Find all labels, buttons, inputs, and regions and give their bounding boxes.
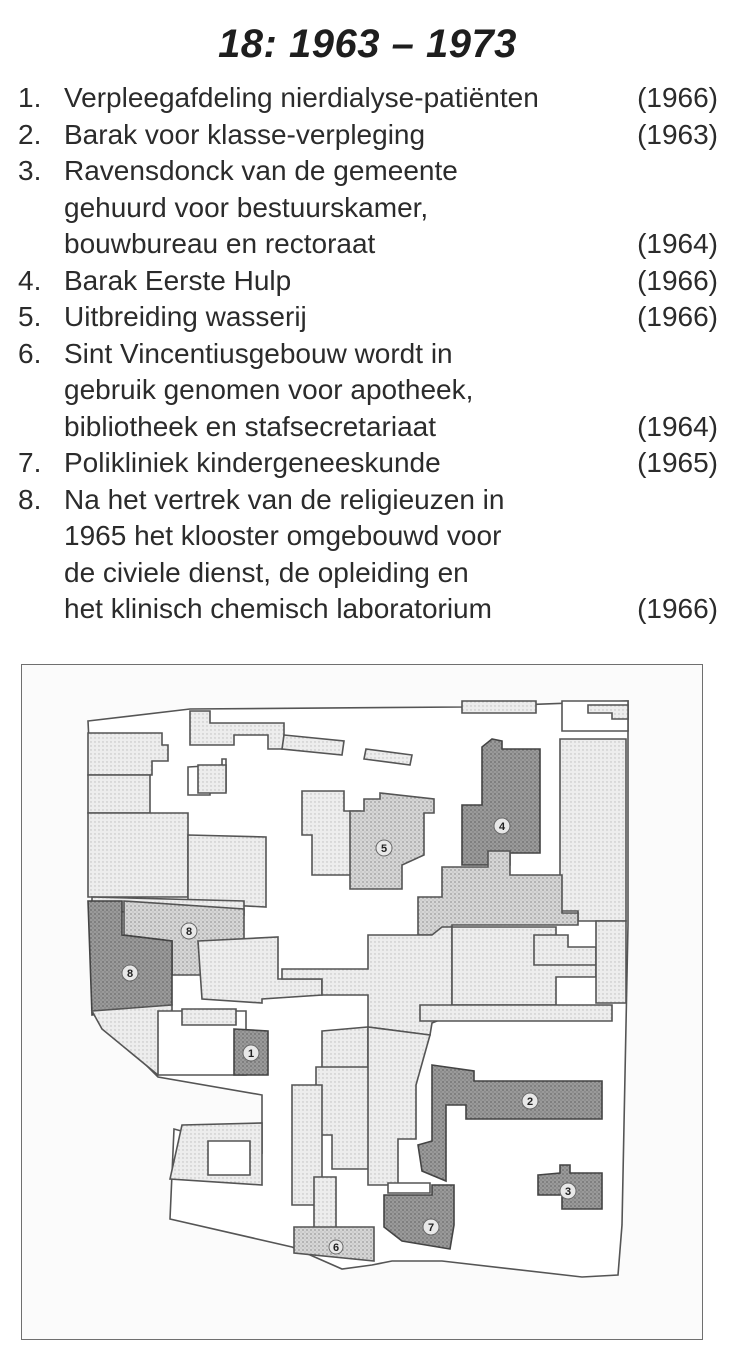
item-line: gehuurd voor bestuurskamer,	[64, 191, 429, 223]
item-year: (1963)	[637, 118, 718, 150]
item-year: (1966)	[637, 82, 718, 113]
list-item	[18, 153, 718, 263]
marker-label: 2	[526, 1096, 534, 1108]
item-line: Uitbreiding wasserij	[64, 301, 307, 332]
list-item	[18, 117, 718, 154]
building	[420, 1005, 612, 1021]
marker-5	[376, 840, 392, 856]
item-number: 7.	[18, 447, 42, 478]
building	[208, 1141, 250, 1175]
item-line: Ravensdonck van de gemeente	[64, 155, 458, 186]
building	[560, 739, 626, 921]
item-year: (1965)	[637, 447, 718, 478]
building	[314, 1177, 336, 1229]
list-item	[18, 263, 718, 300]
site-map	[21, 664, 703, 1340]
marker-8-upper	[181, 923, 197, 939]
marker-3	[560, 1183, 576, 1199]
item-number: 4.	[18, 264, 42, 296]
list-item	[18, 80, 718, 117]
item-year: (1966)	[637, 593, 718, 624]
building	[596, 921, 626, 1003]
building	[198, 765, 226, 793]
item-line: Verpleegafdeling nierdialyse-patiënten	[64, 82, 539, 113]
item-line: bibliotheek en stafsecretariaat	[64, 410, 436, 442]
building	[88, 775, 150, 813]
item-line: bouwbureau en rectoraat	[64, 228, 376, 259]
page-title: 18: 1963 – 1973	[218, 22, 517, 66]
list-item	[18, 445, 718, 482]
item-line: Sint Vincentiusgebouw wordt in	[64, 337, 453, 369]
list-item	[18, 482, 718, 628]
item-description	[64, 336, 632, 446]
item-line: Polikliniek kindergeneeskunde	[64, 447, 441, 478]
item-number: 3.	[18, 155, 42, 186]
marker-label: 1	[247, 1048, 255, 1060]
building	[88, 813, 188, 897]
marker-label: 8	[126, 968, 134, 980]
marker-4	[494, 818, 510, 834]
marker-7	[423, 1219, 439, 1235]
marker-label: 6	[332, 1242, 340, 1254]
marker-2	[522, 1093, 538, 1109]
list-item	[18, 336, 718, 446]
marker-label: 4	[498, 821, 506, 833]
item-line: Barak voor klasse-verpleging	[64, 118, 426, 150]
item-number: 2.	[18, 118, 42, 150]
item-number: 8.	[18, 483, 42, 515]
building	[462, 701, 536, 713]
marker-1	[243, 1045, 259, 1061]
item-year: (1966)	[637, 264, 718, 296]
item-line: gebruik genomen voor apotheek,	[64, 374, 474, 405]
item-line: 1965 het klooster omgebouwd voor	[64, 520, 502, 551]
building	[388, 1183, 430, 1193]
item-description	[64, 117, 632, 154]
marker-label: 3	[564, 1186, 572, 1198]
building	[182, 1009, 236, 1025]
item-description	[64, 482, 632, 628]
item-year: (1964)	[637, 228, 718, 259]
item-number: 6.	[18, 337, 42, 369]
item-number: 5.	[18, 301, 42, 332]
item-description	[64, 299, 632, 336]
marker-label: 8	[185, 926, 193, 938]
item-line: Na het vertrek van de religieuzen in	[64, 483, 505, 515]
item-line: het klinisch chemisch laboratorium	[64, 593, 492, 624]
item-line: Barak Eerste Hulp	[64, 264, 292, 296]
item-line: de civiele dienst, de opleiding en	[64, 556, 469, 588]
item-year: (1964)	[637, 410, 718, 442]
item-description	[64, 153, 632, 263]
item-description	[64, 80, 632, 117]
item-description	[64, 445, 632, 482]
list-item	[18, 299, 718, 336]
item-year: (1966)	[637, 301, 718, 332]
building-list	[18, 80, 718, 628]
item-description	[64, 263, 632, 300]
item-number: 1.	[18, 82, 42, 113]
marker-8-lower	[122, 965, 138, 981]
building	[188, 835, 266, 907]
marker-label: 7	[427, 1222, 435, 1234]
marker-label: 5	[380, 843, 388, 855]
marker-6	[329, 1240, 343, 1254]
site-plan-drawing	[22, 665, 701, 1338]
